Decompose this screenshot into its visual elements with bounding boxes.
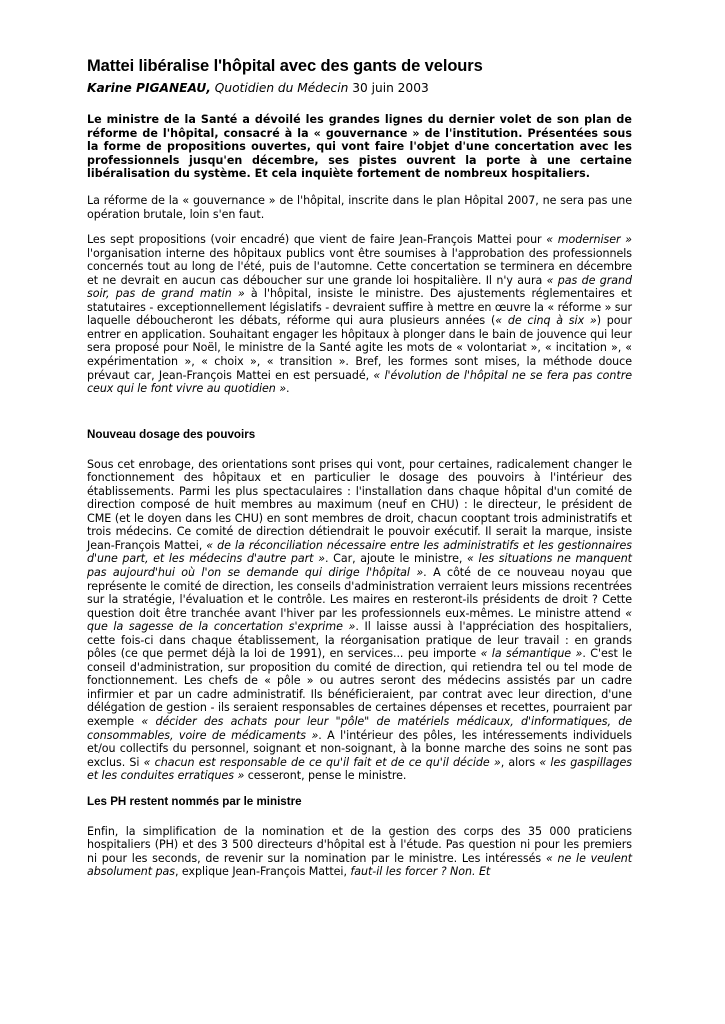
article-title: Mattei libéralise l'hôpital avec des gants de velours — [87, 57, 483, 75]
text: , alors — [500, 755, 540, 769]
text: Les sept propositions (voir encadré) que vient de faire Jean-François Mattei pour — [87, 233, 547, 247]
quote: faut-il les forcer ? Non. Et — [350, 865, 491, 879]
text: . Car, ajoute le ministre, — [324, 552, 468, 566]
quote: « que la sagesse de la concertation s'exprime » — [87, 606, 632, 634]
text: l'organisation interne des hôpitaux publics vont être soumises à l'approbation des professionnels concernés tout au long de l'été, puis de l'automne. Cette concertation se terminera en décembre et ne devrait en aucun cas déboucher sur une grande loi hospitalière. Il n'y aura — [87, 246, 632, 287]
text: . A côté de ce nouveau noyau que représente le comité de direction, les conseils d'administration verraient leurs missions recentrées sur la stratégie, l'évaluation et le contrôle. Les maires en resteront-ils présidents de droit ? Cette question doit être tranchée avant l'hiver par les professionnels eux-mêmes. Le ministre attend — [87, 566, 632, 620]
section-heading-pouvoirs: Nouveau dosage des pouvoirs — [87, 427, 256, 441]
byline — [87, 80, 632, 96]
paragraph-3 — [87, 458, 632, 783]
quote: « moderniser » — [546, 233, 632, 247]
text: Sous cet enrobage, des orientations sont prises qui vont, pour certaines, radicalement changer le fonctionnement des hôpitaux et en particulier le dosage des pouvoirs à l'intérieur des établissements. Parmi les plus spectaculaires : l'installation dans chaque hôpital d'un comité de direction composé de huit membres au maximum (neuf en CHU) : le directeur, le président de CME (et le doyen dans les CHU) en sont membres de droit, chacun cooptant trois administratifs et trois médecins. Ce comité de direction détiendrait le pouvoir exécutif. Il serait la marque, insiste Jean-François Mattei, — [87, 457, 632, 552]
paragraph-1: La réforme de la « gouvernance » de l'hôpital, inscrite dans le plan Hôpital 2007, ne sera pas une opération brutale, loin s'en faut. — [87, 193, 632, 221]
lead-paragraph: Le ministre de la Santé a dévoilé les grandes lignes du dernier volet de son plan de réforme de l'hôpital, consacré à la « gouvernance » de l'institution. Présentées sous la forme de propositions ouvertes, qui vont faire l'objet d'une concertation avec les professionnels jusqu'en décembre, ses pistes ouvrent la porte à une certaine libéralisation du système. Et cela inquiète fortement de nombreux hospitaliers. — [87, 113, 632, 181]
quote: « chacun est responsable de ce qu'il fait et de ce qu'il décide » — [143, 755, 501, 769]
date: 30 juin 2003 — [352, 81, 429, 95]
quote: « l'évolution de l'hôpital ne se fera pas contre ceux qui le font vivre au quotidien » — [87, 368, 632, 396]
source: Quotidien du Médecin — [214, 81, 349, 95]
section-heading-ph: Les PH restent nommés par le ministre — [87, 794, 302, 808]
quote: « de cinq à six » — [495, 314, 597, 328]
text: . A l'intérieur des pôles, les intéressements individuels et/ou collectifs du personnel, soignant et non-soignant, à la bonne marche des soins ne sont pas exclus. Si — [87, 728, 632, 769]
quote: « les gaspillages et les conduites erratiques » — [87, 755, 632, 783]
text: . — [286, 382, 290, 396]
quote: « ne le veulent absolument pas — [87, 851, 632, 879]
quote: « les situations ne manquent pas aujourd'hui où l'on se demande qui dirige l'hôpital » — [87, 552, 632, 579]
quote: « la sémantique » — [480, 647, 583, 661]
text: cesseront, pense le ministre. — [244, 769, 407, 783]
text: , explique Jean-François Mattei, — [174, 865, 351, 879]
text: Enfin, la simplification de la nomination et de la gestion des corps des 35 000 praticiens hospitaliers (PH) et des 3 500 directeurs d'hôpital est à l'étude. Pas question ni pour les premiers ni pour les seconds, de revenir sur la nomination par le ministre. Les intéressés — [87, 824, 632, 865]
article — [87, 56, 632, 891]
quote: « de la réconciliation nécessaire entre les administratifs et les gestionnaires d'une part, et les médecins d'autre part » — [87, 538, 633, 566]
text: . C'est le conseil d'administration, sur proposition du comité de direction, qui retiendra tel ou tel mode de fonctionnement. Les chefs de « pôle » ou autres seront des médecins assistés par un cadre infirmier et par un cadre administratif. Ils bénéficieraient, par contrat avec leur direction, d'une délégation de gestion - ils seraient responsables de certaines dépenses et recettes, pourraient par exemple — [87, 647, 632, 729]
text: ) pour entrer en application. Souhaitant engager les hôpitaux à plonger dans le bain de jouvence qui leur sera proposé pour Noël, le ministre de la Santé agite les mots de « volontariat », « incitation », « expérimentation », « choix », « transition ». Bref, les formes sont mises, la méthode douce prévaut car, Jean-François Mattei en est persuadé, — [87, 314, 633, 382]
quote: « décider des achats pour leur "pôle" de matériels médicaux, d'informatiques, de consommables, voire de médicaments » — [87, 715, 633, 742]
paragraph-2 — [87, 233, 632, 396]
text: . Il laisse aussi à l'appréciation des hospitaliers, cette fois-ci dans chaque établissement, la réorganisation pratique de leur travail : en grands pôles (ce que permet déjà la loi de 1991), en services... peu importe — [87, 620, 633, 661]
quote: « pas de grand soir, pas de grand matin » — [87, 273, 632, 301]
paragraph-4 — [87, 825, 632, 879]
text: à l'hôpital, insiste le ministre. Des ajustements réglementaires et statutaires - exceptionnellement législatifs - devraient suffire à mettre en œuvre la « réforme » sur laquelle déboucheront les débats, réforme qui aura plusieurs années ( — [87, 287, 633, 328]
author: Karine PIGANEAU, — [87, 81, 211, 95]
